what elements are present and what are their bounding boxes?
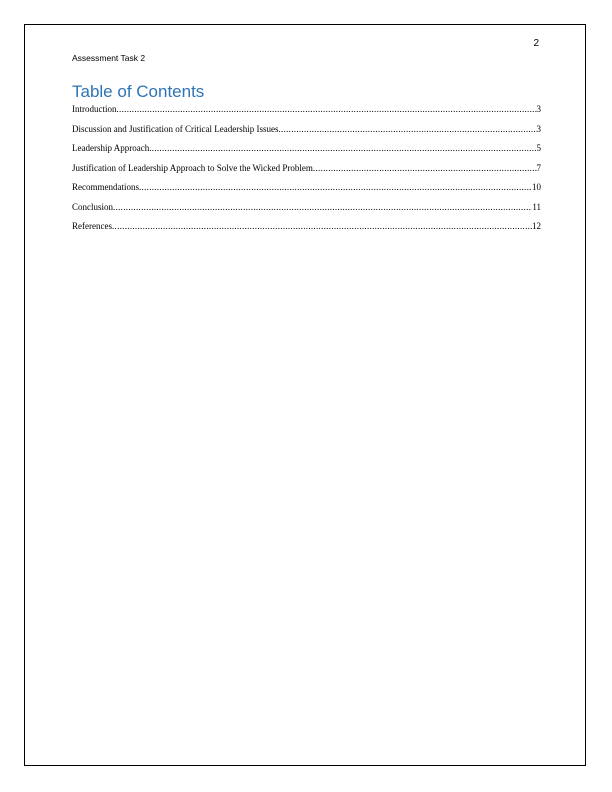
page-number: 2 (533, 38, 539, 49)
toc-entry-leadership-approach[interactable] (72, 143, 541, 163)
toc-entry-conclusion[interactable] (72, 202, 541, 222)
toc-entry-title: Recommendations (72, 182, 139, 192)
toc-entry-title: Introduction (72, 104, 117, 114)
toc-entry-page: 10 (532, 182, 541, 192)
toc-entry-introduction[interactable] (72, 104, 541, 124)
toc-entry-discussion[interactable] (72, 124, 541, 144)
dot-leader (313, 163, 537, 173)
toc-entry-page: 3 (536, 104, 541, 114)
toc-entry-page: 3 (536, 123, 541, 134)
toc-entry-page: 12 (532, 221, 541, 231)
toc-entry-title: Justification of Leadership Approach to Solve the Wicked Problem (72, 162, 313, 173)
dot-leader (139, 182, 532, 192)
dot-leader (117, 104, 537, 114)
toc-entry-title: References (72, 221, 112, 231)
dot-leader (149, 143, 536, 153)
toc-heading: Table of Contents (72, 82, 205, 101)
toc-entry-references[interactable] (72, 221, 541, 241)
dot-leader (113, 202, 532, 212)
dot-leader (112, 221, 532, 231)
toc-entry-justification[interactable] (72, 163, 541, 183)
toc-entry-title: Discussion and Justification of Critical Leadership Issues (72, 123, 279, 134)
toc-entry-page: 11 (532, 201, 541, 212)
toc-entry-page: 5 (536, 143, 541, 153)
dot-leader (278, 124, 536, 134)
toc-entry-page: 7 (536, 162, 541, 173)
document-page (24, 24, 586, 766)
running-header: Assessment Task 2 (72, 53, 146, 63)
toc-list (72, 104, 541, 241)
toc-entry-title: Conclusion (72, 201, 114, 212)
toc-entry-title: Leadership Approach (72, 143, 150, 153)
toc-entry-recommendations[interactable] (72, 182, 541, 202)
